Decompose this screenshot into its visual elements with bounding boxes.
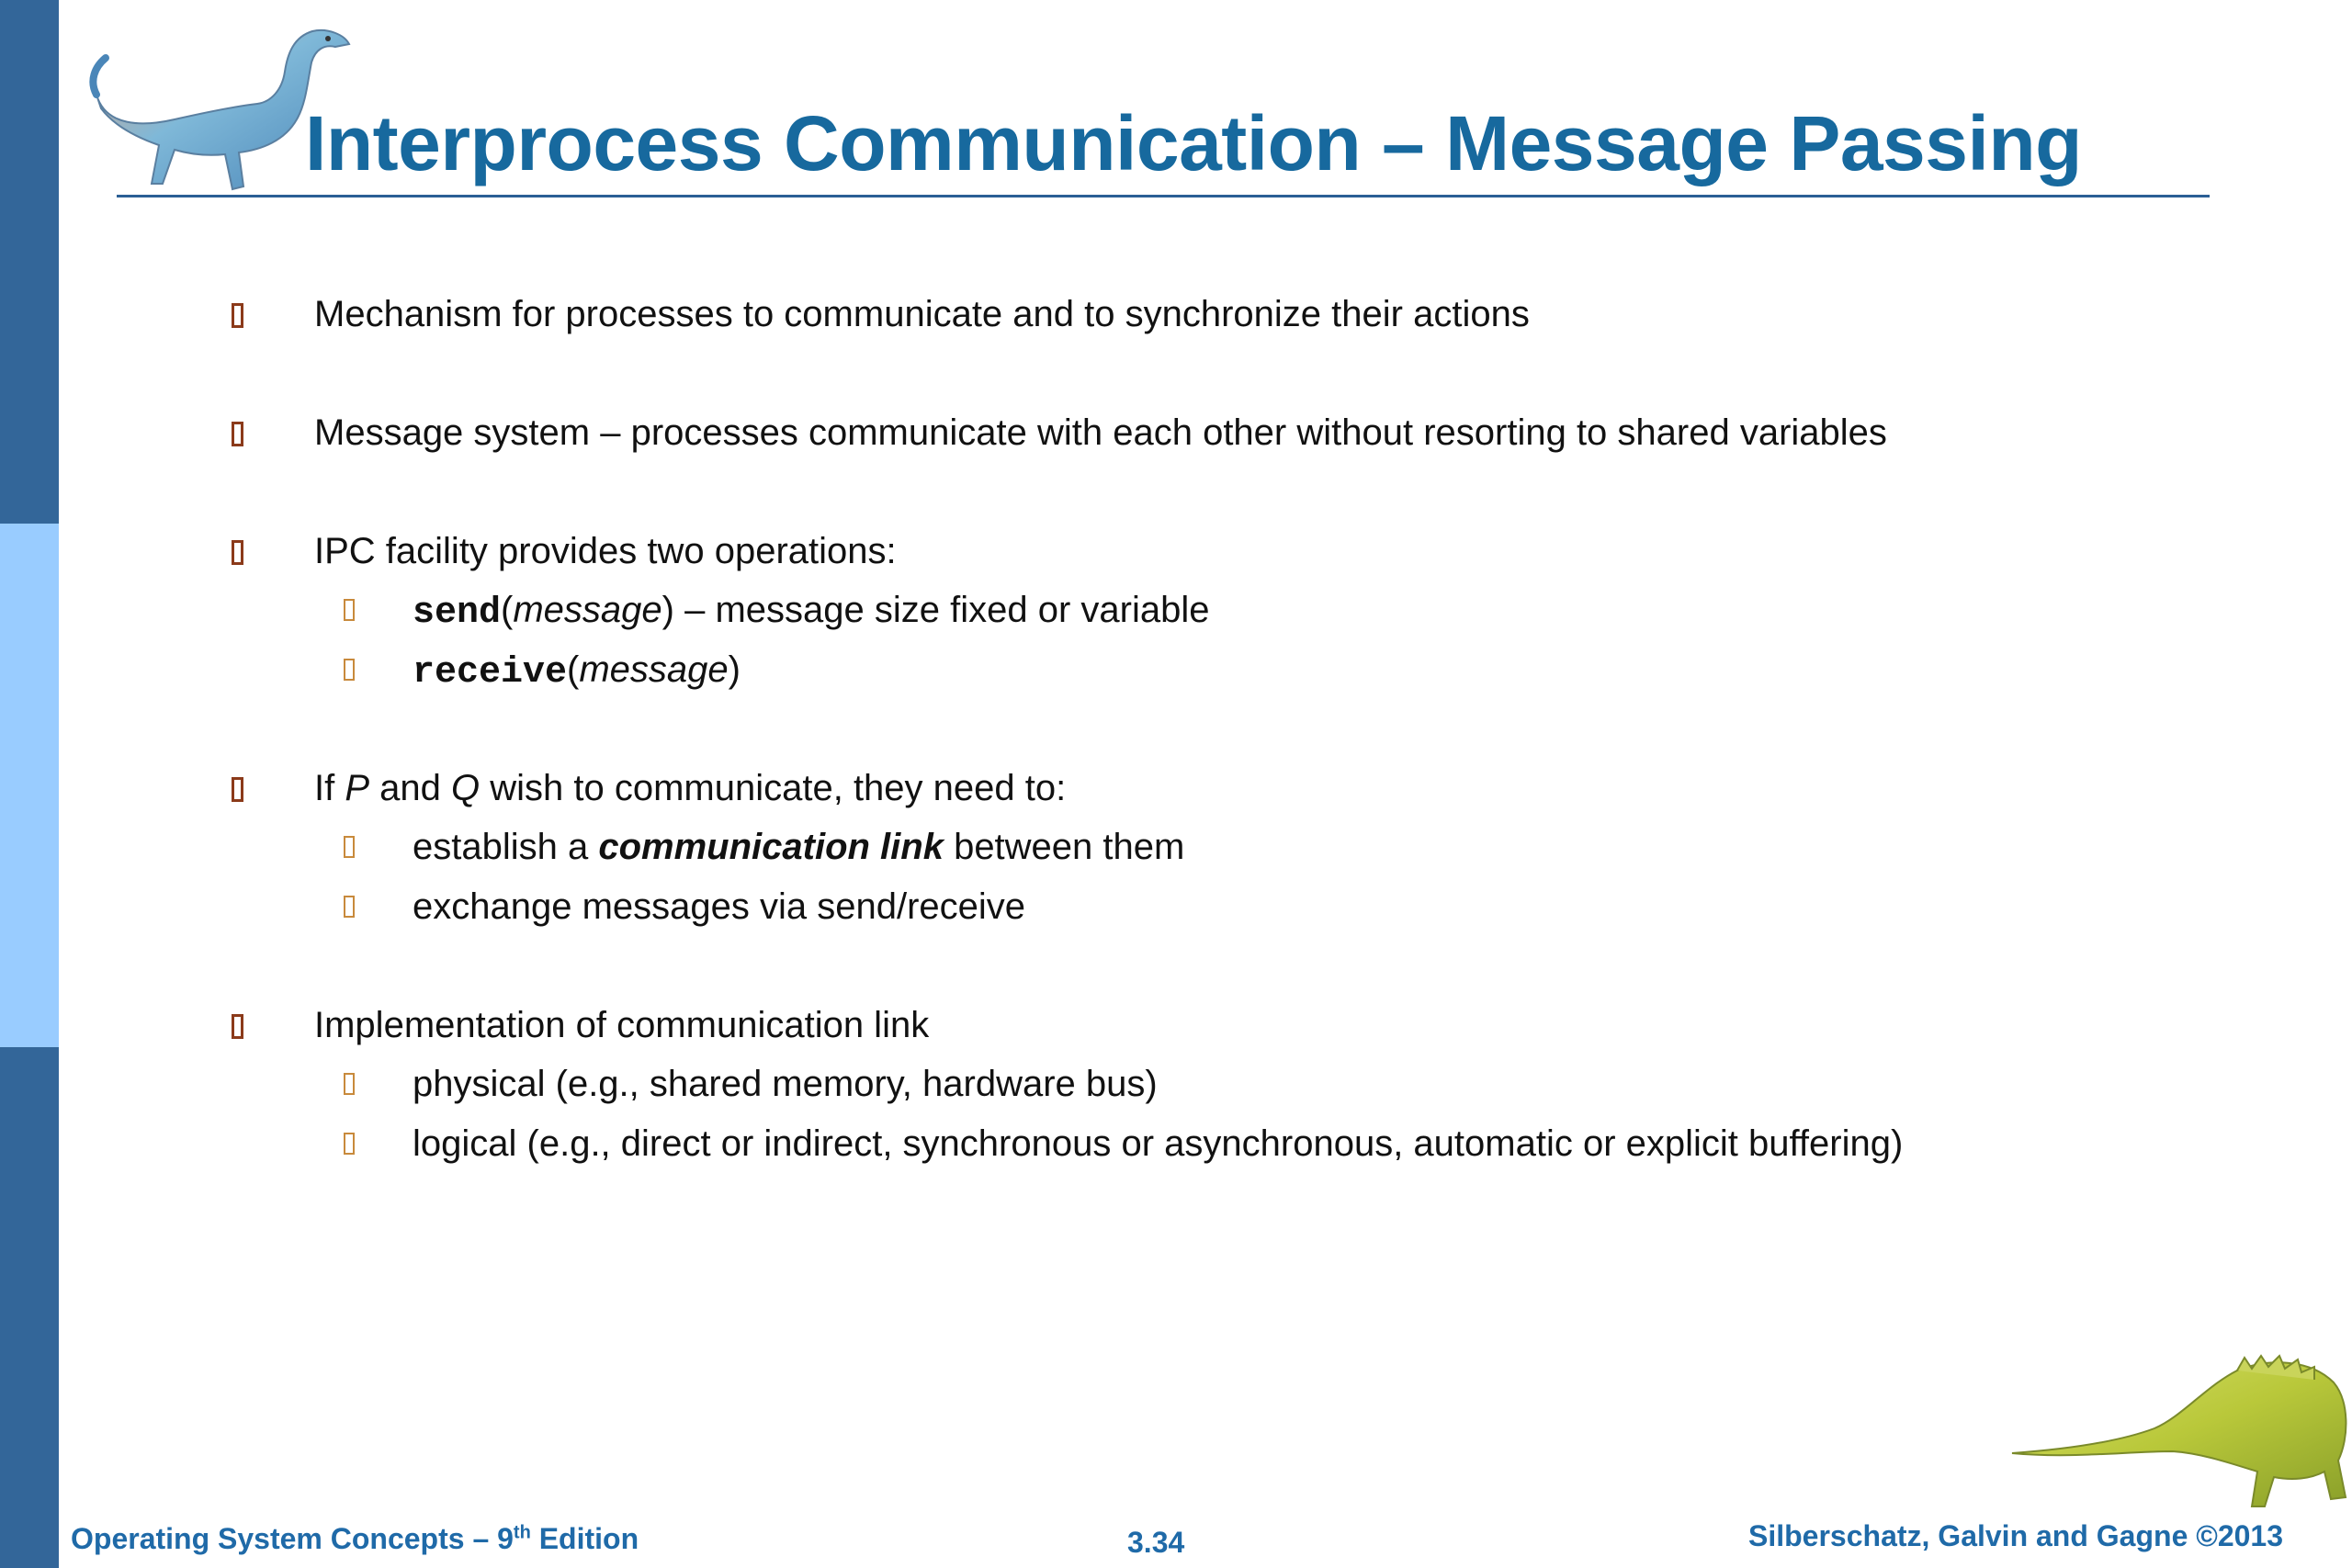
sub-bullet-logical: logical (e.g., direct or indirect, synchronous or asynchronous, automatic or explicit buffering) — [413, 1123, 1904, 1164]
sidebar-segment-top — [0, 0, 59, 524]
sub-bullet-send: send(message) – message size fixed or variable — [413, 590, 1210, 634]
footer-book-title: Operating System Concepts – 9th Edition — [71, 1522, 639, 1555]
sub-bullet-exchange-messages: exchange messages via send/receive — [413, 886, 1026, 927]
bullet-message-system: Message system – processes communicate with each other without resorting to shared variables — [314, 412, 1887, 453]
arg-message: message — [579, 649, 729, 690]
sidebar-segment-middle — [0, 524, 59, 1047]
left-sidebar-stripe — [0, 0, 59, 1568]
bullet-box-icon — [232, 540, 243, 565]
sub-bullet-receive: receive(message) — [413, 649, 741, 694]
slide-title: Interprocess Communication – Message Passing — [305, 100, 2082, 186]
code-receive: receive — [413, 652, 568, 694]
code-send: send — [413, 592, 502, 634]
title-underline — [117, 195, 2210, 197]
bullet-p-and-q: If P and Q wish to communicate, they need to: — [314, 768, 1067, 808]
bullet-mechanism: Mechanism for processes to communicate and to synchronize their actions — [314, 294, 1530, 334]
bullet-ipc-facility: IPC facility provides two operations: — [314, 531, 897, 571]
bullet-box-icon — [344, 1073, 355, 1095]
bullet-implementation: Implementation of communication link — [314, 1005, 930, 1045]
emphasis-communication-link: communication link — [598, 827, 944, 867]
bullet-box-icon — [344, 836, 355, 858]
sidebar-segment-bottom — [0, 1047, 59, 1568]
arg-message: message — [513, 590, 662, 630]
bullet-box-icon — [344, 599, 355, 621]
bullet-box-icon — [232, 422, 243, 446]
bullet-box-icon — [344, 896, 355, 918]
bullet-box-icon — [344, 1133, 355, 1155]
footer-authors: Silberschatz, Galvin and Gagne ©2013 — [1748, 1519, 2284, 1552]
bullet-box-icon — [232, 1014, 243, 1039]
bullet-box-icon — [344, 659, 355, 681]
sub-bullet-physical: physical (e.g., shared memory, hardware bus) — [413, 1064, 1158, 1104]
footer-page-number: 3.34 — [1127, 1526, 1185, 1559]
bullet-box-icon — [232, 303, 243, 328]
dinosaur-corner-icon — [2007, 1350, 2352, 1516]
bullet-box-icon — [232, 777, 243, 802]
sub-bullet-establish-link: establish a communication link between them — [413, 827, 1185, 867]
